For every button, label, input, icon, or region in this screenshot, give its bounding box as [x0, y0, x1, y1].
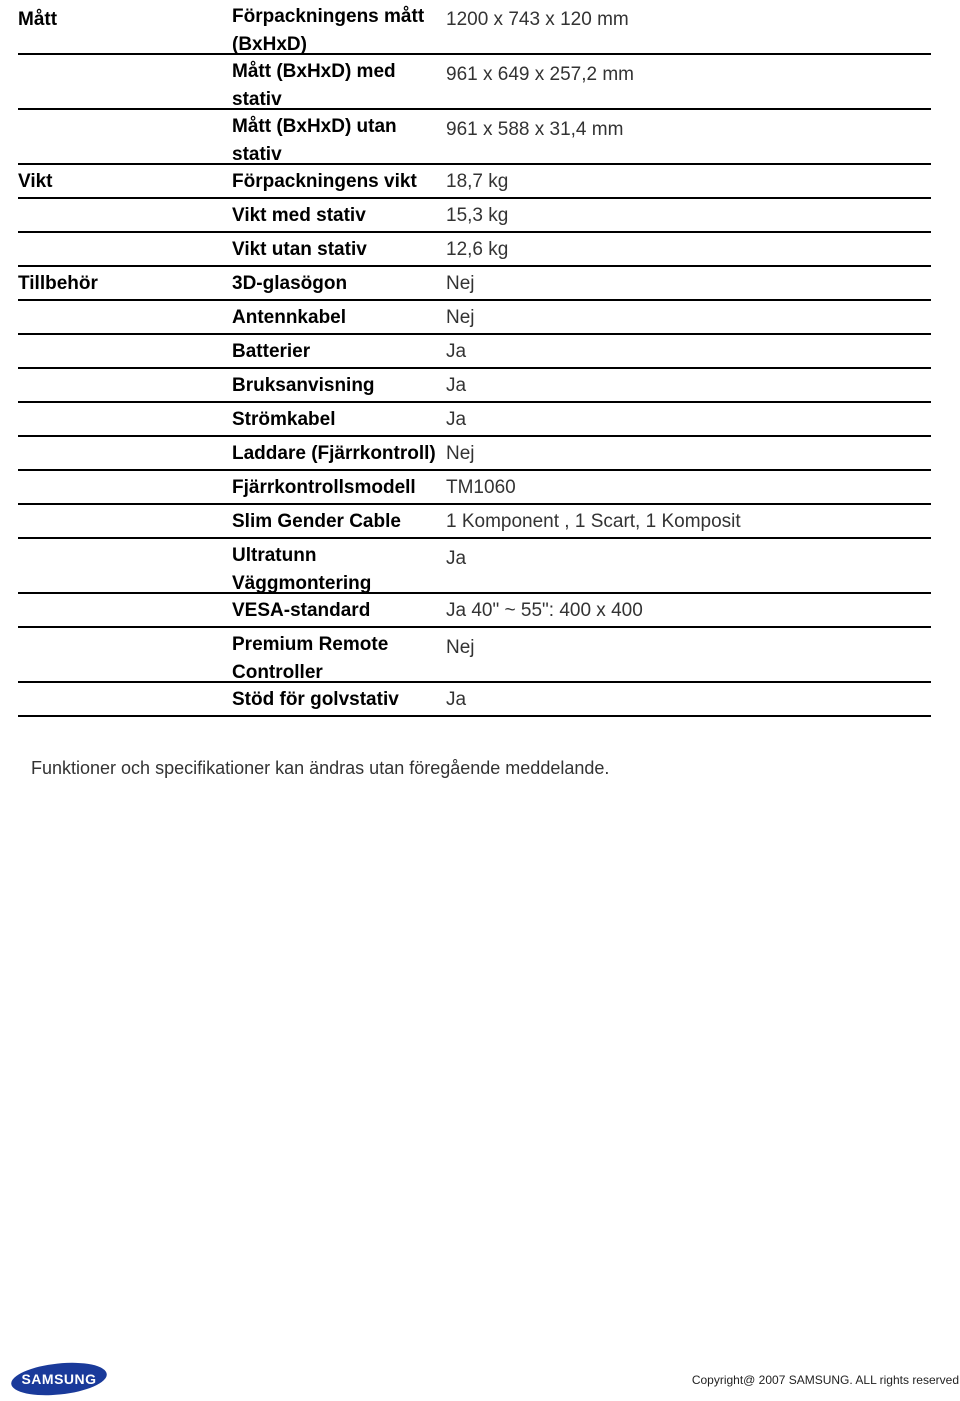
spec-row	[18, 55, 931, 110]
samsung-logo	[10, 1362, 108, 1401]
spec-value: Ja	[446, 375, 467, 396]
spec-category	[18, 628, 232, 681]
spec-table	[18, 0, 931, 717]
spec-row	[18, 539, 931, 594]
spec-value: Nej	[446, 637, 475, 658]
spec-row	[18, 683, 931, 717]
spec-row	[18, 628, 931, 683]
spec-value: Ja	[446, 341, 467, 362]
spec-label: Premium Remote Controller	[232, 634, 389, 683]
spec-category	[18, 403, 232, 435]
spec-label: 3D-glasögon	[232, 273, 348, 294]
spec-category: Vikt	[18, 171, 53, 192]
spec-row	[18, 369, 931, 403]
spec-label: Ultratunn Väggmontering	[232, 545, 372, 594]
spec-row	[18, 301, 931, 335]
spec-row	[18, 199, 931, 233]
spec-label: Vikt med stativ	[232, 205, 366, 226]
spec-category	[18, 594, 232, 626]
spec-value: 961 x 649 x 257,2 mm	[446, 64, 634, 85]
spec-value: Nej	[446, 307, 475, 328]
spec-value: Ja	[446, 548, 467, 569]
spec-row	[18, 110, 931, 165]
copyright-text: Copyright@ 2007 SAMSUNG. ALL rights reserved	[691, 1373, 959, 1387]
spec-category	[18, 539, 232, 592]
spec-category	[18, 335, 232, 367]
spec-row	[18, 267, 931, 301]
spec-row	[18, 0, 931, 55]
spec-row	[18, 437, 931, 471]
spec-label: Laddare (Fjärrkontroll)	[232, 443, 436, 464]
samsung-logo-graphic	[10, 1362, 108, 1396]
spec-category: Mått	[18, 9, 58, 30]
spec-row	[18, 471, 931, 505]
spec-value: 18,7 kg	[446, 171, 509, 192]
spec-value: 12,6 kg	[446, 239, 509, 260]
spec-row	[18, 233, 931, 267]
spec-category: Tillbehör	[18, 273, 98, 294]
spec-value: 961 x 588 x 31,4 mm	[446, 119, 624, 140]
spec-label: Antennkabel	[232, 307, 347, 328]
spec-value: TM1060	[446, 477, 516, 498]
spec-category	[18, 55, 232, 108]
footnote: Funktioner och specifikationer kan ändras utan föregående meddelande.	[31, 758, 610, 778]
spec-label: Mått (BxHxD) utan stativ	[232, 116, 397, 165]
spec-value: 1 Komponent , 1 Scart, 1 Komposit	[446, 511, 741, 532]
spec-value: Ja	[446, 689, 467, 710]
spec-category	[18, 301, 232, 333]
spec-value: Nej	[446, 443, 475, 464]
spec-label: Slim Gender Cable	[232, 511, 401, 532]
spec-category	[18, 369, 232, 401]
spec-label: Mått (BxHxD) med stativ	[232, 61, 396, 110]
spec-category	[18, 505, 232, 537]
spec-category	[18, 110, 232, 163]
spec-category	[18, 683, 232, 715]
spec-label: Stöd för golvstativ	[232, 689, 399, 710]
spec-row	[18, 165, 931, 199]
spec-row	[18, 594, 931, 628]
spec-label: Fjärrkontrollsmodell	[232, 477, 416, 498]
spec-value: 1200 x 743 x 120 mm	[446, 9, 629, 30]
spec-row	[18, 403, 931, 437]
spec-value: Nej	[446, 273, 475, 294]
spec-label: Strömkabel	[232, 409, 336, 430]
spec-row	[18, 505, 931, 539]
spec-label: Förpackningens vikt	[232, 171, 417, 192]
spec-label: Förpackningens mått (BxHxD)	[232, 6, 425, 55]
spec-value: Ja	[446, 409, 467, 430]
spec-value: 15,3 kg	[446, 205, 509, 226]
spec-label: Bruksanvisning	[232, 375, 375, 396]
spec-label: VESA-standard	[232, 600, 371, 621]
spec-label: Vikt utan stativ	[232, 239, 367, 260]
spec-category	[18, 437, 232, 469]
spec-value: Ja 40" ~ 55": 400 x 400	[446, 600, 643, 621]
spec-label: Batterier	[232, 341, 311, 362]
spec-category	[18, 199, 232, 231]
spec-row	[18, 335, 931, 369]
samsung-logo-text: SAMSUNG	[21, 1371, 97, 1387]
spec-category	[18, 471, 232, 503]
spec-category	[18, 233, 232, 265]
